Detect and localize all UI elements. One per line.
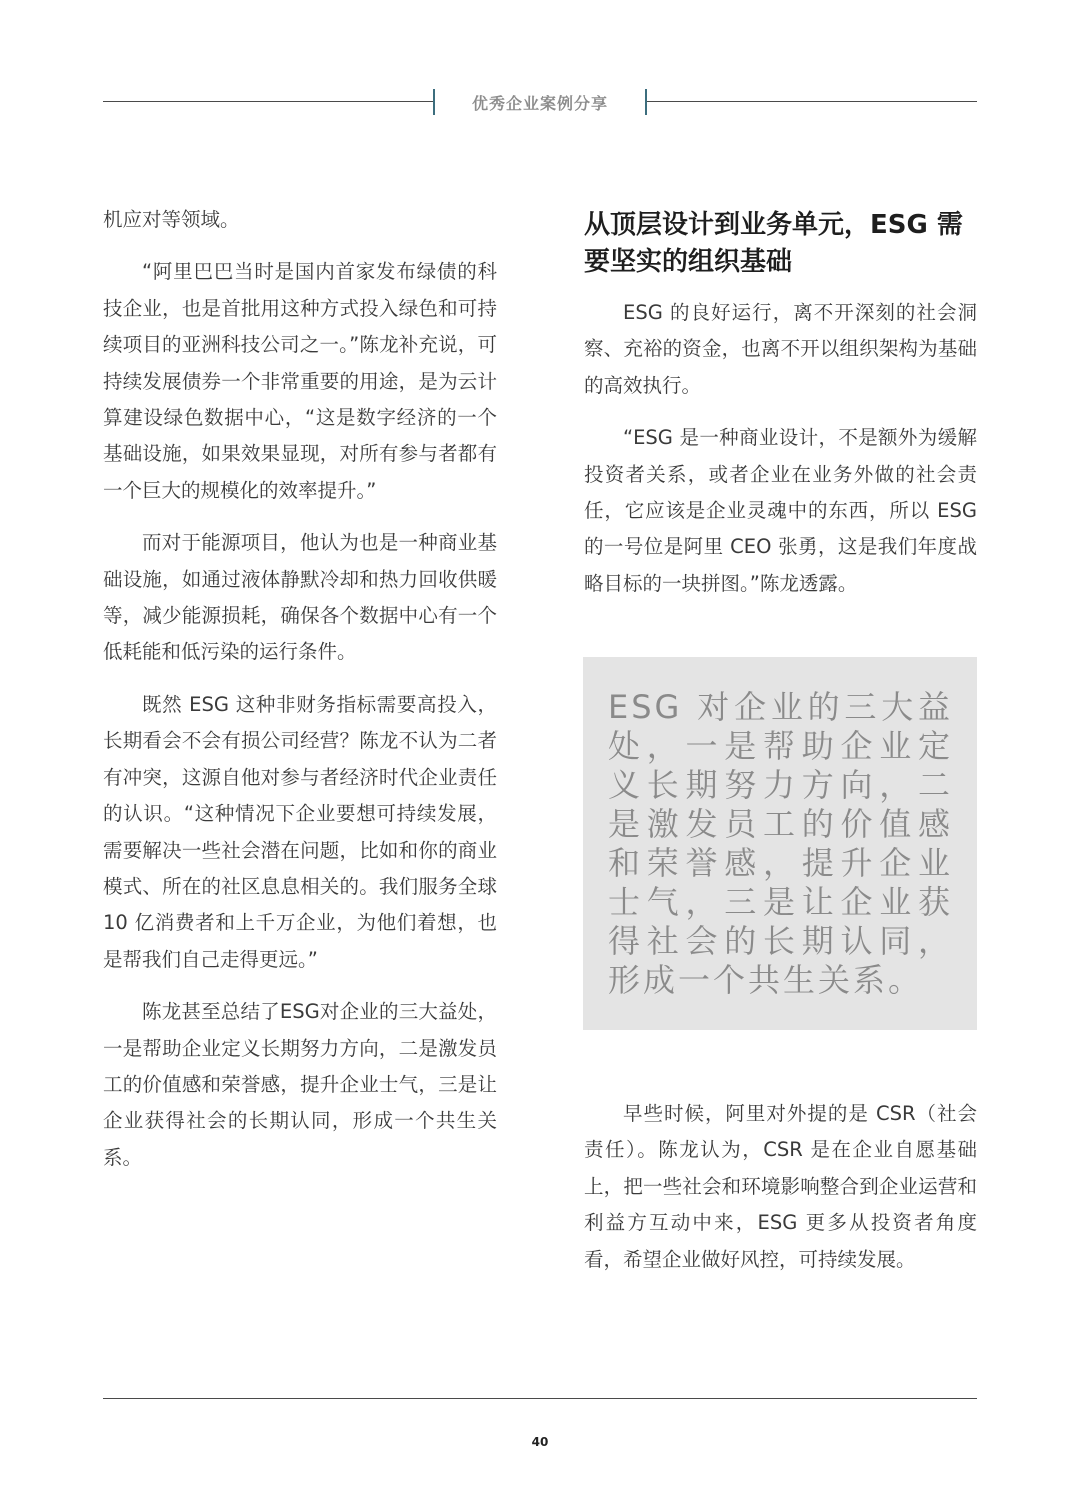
left-column xyxy=(103,202,497,1192)
page-number: 40 xyxy=(531,1435,549,1449)
section-title: 优秀企业案例分享 xyxy=(471,94,608,113)
body-paragraph: 而对于能源项目，他认为也是一种商业基础设施，如通过液体静默冷却和热力回收供暖等，减少能源损耗，确保各个数据中心有一个低耗能和低污染的运行条件。 xyxy=(103,531,497,664)
section-heading: 从顶层设计到业务单元，ESG 需要坚实的组织基础 xyxy=(584,210,963,277)
header-tick-right xyxy=(645,89,647,115)
pull-quote-box xyxy=(583,657,977,1030)
body-paragraph: 机应对等领域。 xyxy=(103,208,240,231)
body-paragraph: 早些时候，阿里对外提的是 CSR（社会责任）。陈龙认为，CSR 是在企业自愿基础上，把一些社会和环境影响整合到企业运营和利益方互动中来，ESG 更多从投资者角度看，希望企业做好风控，可持续发展。 xyxy=(584,1102,977,1271)
header-rule-right xyxy=(647,101,977,102)
body-paragraph: 陈龙甚至总结了ESG对企业的三大益处，一是帮助企业定义长期努力方向，二是激发员工的价值感和荣誉感，提升企业士气，三是让企业获得社会的长期认同，形成一个共生关系。 xyxy=(103,1000,497,1169)
body-paragraph: ESG 的良好运行，离不开深刻的社会洞察、充裕的资金，也离不开以组织架构为基础的高效执行。 xyxy=(584,301,977,397)
body-paragraph: 既然 ESG 这种非财务指标需要高投入，长期看会不会有损公司经营？陈龙不认为二者有冲突，这源自他对参与者经济时代企业责任的认识。“这种情况下企业要想可持续发展，需要解决一些社会潜在问题，比如和你的商业模式、所在的社区息息相关的。我们服务全球 10 亿消费者和上千万企业，为他们着想，也是帮我们自己走得更远。” xyxy=(103,692,497,971)
body-paragraph: “阿里巴巴当时是国内首家发布绿债的科技企业，也是首批用这种方式投入绿色和可持续项目的亚洲科技公司之一。”陈龙补充说，可持续发展债券一个非常重要的用途，是为云计算建设绿色数据中心，“这是数字经济的一个基础设施，如果效果显现，对所有参与者都有一个巨大的规模化的效率提升。” xyxy=(103,260,497,502)
right-column xyxy=(584,202,977,618)
pull-quote-text: ESG 对企业的三大益处，一是帮助企业定义长期努力方向，二是激发员工的价值感和荣誉感，提升企业士气，三是让企业获得社会的长期认同，形成一个共生关系。 xyxy=(608,688,953,999)
body-paragraph: “ESG 是一种商业设计，不是额外为缓解投资者关系，或者企业在业务外做的社会责任，它应该是企业灵魂中的东西，所以 ESG 的一号位是阿里 CEO 张勇，这是我们年度战略目标的一块拼图。”陈龙透露。 xyxy=(584,426,977,595)
footer-rule xyxy=(103,1398,977,1399)
right-column-lower xyxy=(584,1096,977,1294)
header-rule-left xyxy=(103,101,433,102)
